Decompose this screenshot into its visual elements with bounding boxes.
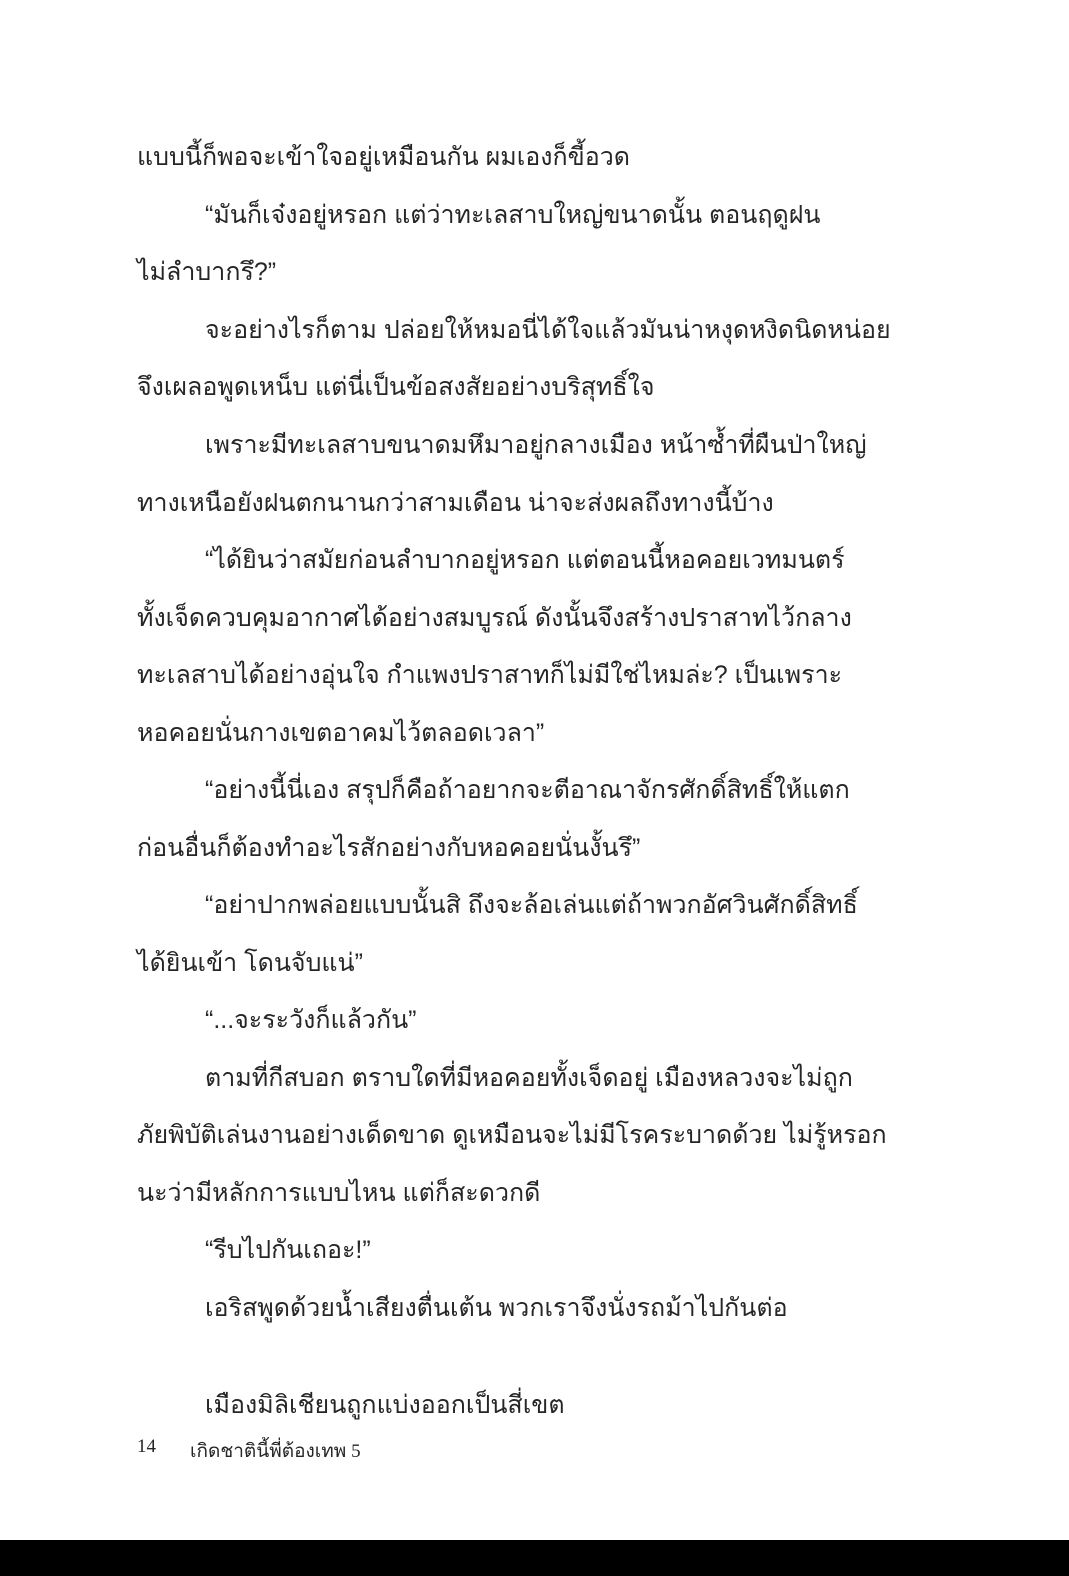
text-line: เมืองมิลิเชียนถูกแบ่งออกเป็นสี่เขต	[205, 1391, 565, 1419]
text-line: “รีบไปกันเถอะ!”	[205, 1236, 371, 1264]
text-line: ตามที่กีสบอก ตราบใดที่มีหอคอยทั้งเจ็ดอยู่ เมืองหลวงจะไม่ถูก	[205, 1064, 853, 1092]
page-number: 14	[137, 1436, 156, 1457]
text-line: นะว่ามีหลักการแบบไหน แต่ก็สะดวกดี	[137, 1179, 541, 1207]
text-line: ก่อนอื่นก็ต้องทำอะไรสักอย่างกับหอคอยนั่นงั้นรึ”	[137, 834, 641, 862]
bottom-black-bar	[0, 1540, 1069, 1576]
text-line: “อย่างนี้นี่เอง สรุปก็คือถ้าอยากจะตีอาณาจักรศักดิ์สิทธิ์ให้แตก	[205, 776, 850, 804]
running-footer-title: เกิดชาตินี้พี่ต้องเทพ 5	[190, 1441, 361, 1462]
text-line: เพราะมีทะเลสาบขนาดมหึมาอยู่กลางเมือง หน้าซ้ำที่ผืนป่าใหญ่	[205, 431, 867, 459]
text-line: ภัยพิบัติเล่นงานอย่างเด็ดขาด ดูเหมือนจะไม่มีโรคระบาดด้วย ไม่รู้หรอก	[137, 1121, 887, 1149]
text-line: เอริสพูดด้วยน้ำเสียงตื่นเต้น พวกเราจึงนั่งรถม้าไปกันต่อ	[205, 1294, 788, 1322]
text-line: “ได้ยินว่าสมัยก่อนลำบากอยู่หรอก แต่ตอนนี้หอคอยเวทมนตร์	[205, 546, 845, 574]
text-line: “มันก็เจ๋งอยู่หรอก แต่ว่าทะเลสาบใหญ่ขนาดนั้น ตอนฤดูฝน	[205, 201, 821, 229]
text-line: หอคอยนั่นกางเขตอาคมไว้ตลอดเวลา”	[137, 719, 545, 747]
text-line: จะอย่างไรก็ตาม ปล่อยให้หมอนี่ได้ใจแล้วมันน่าหงุดหงิดนิดหน่อย	[205, 316, 891, 344]
text-line: ทั้งเจ็ดควบคุมอากาศได้อย่างสมบูรณ์ ดังนั้นจึงสร้างปราสาทไว้กลาง	[137, 604, 852, 632]
text-line: ไม่ลำบากรึ?”	[137, 258, 277, 286]
text-line: ทางเหนือยังฝนตกนานกว่าสามเดือน น่าจะส่งผลถึงทางนี้บ้าง	[137, 489, 774, 517]
text-line: แบบนี้ก็พอจะเข้าใจอยู่เหมือนกัน ผมเองก็ขี้อวด	[137, 143, 631, 171]
text-line: “อย่าปากพล่อยแบบนั้นสิ ถึงจะล้อเล่นแต่ถ้าพวกอัศวินศักดิ์สิทธิ์	[205, 891, 858, 919]
text-line: ได้ยินเข้า โดนจับแน่”	[137, 949, 363, 977]
text-line: “...จะระวังก็แล้วกัน”	[205, 1006, 417, 1034]
text-line: จึงเผลอพูดเหน็บ แต่นี่เป็นข้อสงสัยอย่างบริสุทธิ์ใจ	[137, 373, 655, 401]
text-line: ทะเลสาบได้อย่างอุ่นใจ กำแพงปราสาทก็ไม่มีใช่ไหมล่ะ? เป็นเพราะ	[137, 661, 843, 689]
